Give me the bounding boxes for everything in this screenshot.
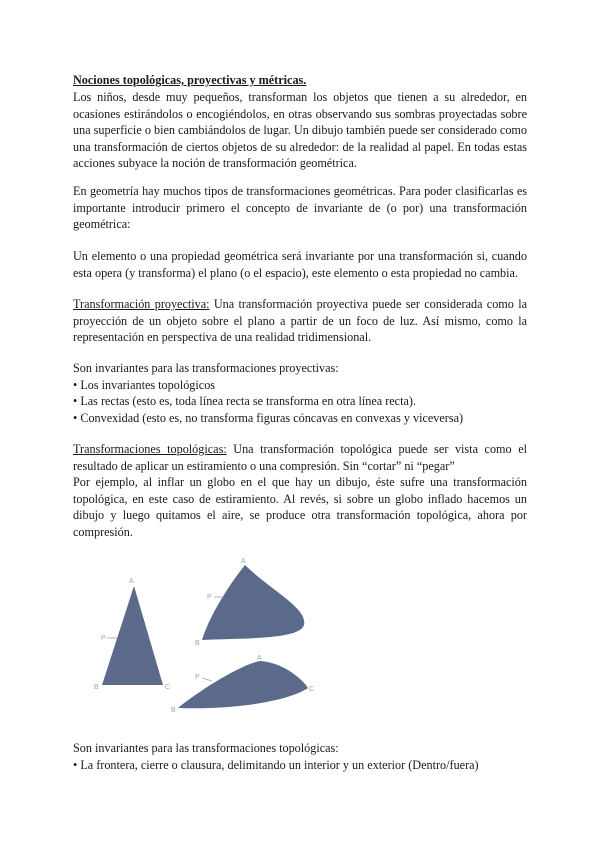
projective-paragraph bbox=[73, 296, 527, 346]
stretched-label-p: P bbox=[207, 594, 212, 601]
triangle-shape bbox=[102, 586, 163, 685]
compressed-label-p: P bbox=[195, 674, 200, 681]
compressed-label-c: C bbox=[309, 686, 315, 693]
stretched-label-a: A bbox=[241, 558, 246, 565]
topology-figure-svg bbox=[90, 550, 330, 720]
list-item: • La frontera, cierre o clausura, delimitando un interior y un exterior (Dentro/fuera) bbox=[73, 757, 479, 772]
compressed-label-b: B bbox=[171, 707, 176, 714]
triangle-label-a: A bbox=[129, 578, 134, 585]
list-item: • Convexidad (esto es, no transforma figuras cóncavas en convexas y viceversa) bbox=[73, 410, 464, 425]
projective-text: Una transformación proyectiva puede ser considerada como la proyección de un objeto sobre el plano a partir de un foco de luz. Así mismo, como la representación en perspectiva de una realidad tridimensional. bbox=[73, 297, 527, 345]
invariant-definition-paragraph: Un elemento o una propiedad geométrica será invariante por una transformación si, cuando esta opera (y transforma) el plano (o el espacio), este elemento o esta propiedad no cambia. bbox=[73, 249, 527, 280]
stretched-label-b: B bbox=[195, 640, 200, 647]
compressed-shape bbox=[178, 661, 308, 708]
triangle-label-p: P bbox=[101, 635, 106, 642]
topology-figure bbox=[90, 550, 330, 720]
list-heading: Son invariantes para las transformaciones proyectivas: bbox=[73, 361, 339, 375]
list-item: • Los invariantes topológicos bbox=[73, 377, 216, 392]
projective-invariants-list bbox=[73, 360, 527, 426]
list-heading: Son invariantes para las transformaciones topológicas: bbox=[73, 741, 339, 755]
topological-text: Una transformación topológica puede ser vista como el resultado de aplicar un estiramiento o una compresión. Sin “cortar” ni “pegar” bbox=[73, 442, 527, 473]
compressed-arrow bbox=[202, 678, 212, 681]
triangle-label-b: B bbox=[94, 684, 99, 691]
list-item: • Las rectas (esto es, toda línea recta se transforma en otra línea recta). bbox=[73, 394, 416, 409]
topological-paragraph bbox=[73, 441, 527, 474]
page-title: Nociones topológicas, proyectivas y métricas. bbox=[73, 73, 307, 87]
compressed-label-a: A bbox=[257, 655, 262, 662]
balloon-example-paragraph: Por ejemplo, al inflar un globo en el que hay un dibujo, éste sufre una transformación topológica, en este caso de estiramiento. Al revés, si sobre un globo inflado hacemos un dibujo y luego quitamos el aire, se produce otra transformación topológica, ahora por compresión. bbox=[73, 475, 527, 539]
projective-term: Transformación proyectiva: bbox=[73, 297, 210, 311]
invariant-intro-paragraph: En geometría hay muchos tipos de transformaciones geométricas. Para poder clasificarlas es importante introducir primero el concepto de invariante de (o por) una transformación geométrica: bbox=[73, 184, 527, 232]
intro-paragraph: Los niños, desde muy pequeños, transforman los objetos que tienen a su alrededor, en ocasiones estirándolos o encogiéndolos, en otras observando sus sombras proyectadas sobre una superficie o bien cambiándolos de lugar. Un dibujo también puede ser considerado como una transformación de ciertos objetos de su alrededor: de la realidad al papel. En todas estas acciones subyace la noción de transformación geométrica. bbox=[73, 90, 527, 171]
stretched-shape bbox=[202, 565, 304, 640]
topological-invariants-list bbox=[73, 740, 527, 773]
topological-term: Transformaciones topológicas: bbox=[73, 442, 227, 456]
triangle-label-c: C bbox=[165, 684, 171, 691]
